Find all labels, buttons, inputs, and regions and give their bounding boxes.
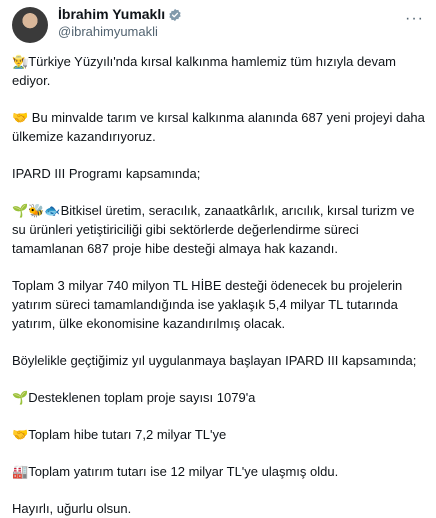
more-horizontal-icon[interactable]: ··· <box>405 10 424 27</box>
author-handle[interactable]: @ibrahimyumakli <box>58 24 158 39</box>
paragraph-10: Hayırlı, uğurlu olsun. <box>12 501 132 516</box>
paragraph-3: IPARD III Programı kapsamında; <box>12 166 201 181</box>
avatar[interactable] <box>12 7 48 43</box>
paragraph-4: 🌱🐝🐟Bitkisel üretim, seracılık, zanaatkârlık, arıcılık, kırsal turizm ve su ürünleri yetiştiriciliği gibi sektörlerde değerlendirme süreci tamamlanan 687 proje hibe desteği almaya hak kazandı. <box>12 203 415 256</box>
paragraph-6: Böylelikle geçtiğimiz yıl uygulanmaya başlayan IPARD III kapsamında; <box>12 353 417 368</box>
tweet-header <box>12 6 426 46</box>
paragraph-9: 🏭Toplam yatırım tutarı ise 12 milyar TL'ye ulaşmış oldu. <box>12 464 339 479</box>
farmer-icon: 👨‍🌾 <box>12 54 29 69</box>
seedling-icon: 🌱 <box>12 390 29 405</box>
factory-icon: 🏭 <box>12 464 29 479</box>
paragraph-5: Toplam 3 milyar 740 milyon TL HİBE desteği ödenecek bu projelerin yatırım süreci tamamlandığında ise yaklaşık 5,4 milyar TL tutarında yatırım, ülke ekonomisine kazandırılmış olacak. <box>12 278 403 331</box>
paragraph-8: 🤝Toplam hibe tutarı 7,2 milyar TL'ye <box>12 427 227 442</box>
handshake-icon: 🤝 <box>12 427 29 442</box>
verified-badge-icon <box>168 8 182 22</box>
author-name[interactable]: İbrahim Yumaklı <box>58 6 166 22</box>
paragraph-1: 👨‍🌾Türkiye Yüzyılı'nda kırsal kalkınma hamlemiz tüm hızıyla devam ediyor. <box>12 54 397 88</box>
paragraph-7: 🌱Desteklenen toplam proje sayısı 1079'a <box>12 390 256 405</box>
handshake-icon: 🤝 <box>12 110 29 125</box>
tweet-text <box>12 52 426 518</box>
author-name-row <box>58 6 182 23</box>
seedling-bee-fish-icon: 🌱🐝🐟 <box>12 203 61 218</box>
paragraph-2: 🤝 Bu minvalde tarım ve kırsal kalkınma alanında 687 yeni projeyi daha ülkemize kazandırıyoruz. <box>12 110 425 144</box>
author-info <box>58 6 182 40</box>
